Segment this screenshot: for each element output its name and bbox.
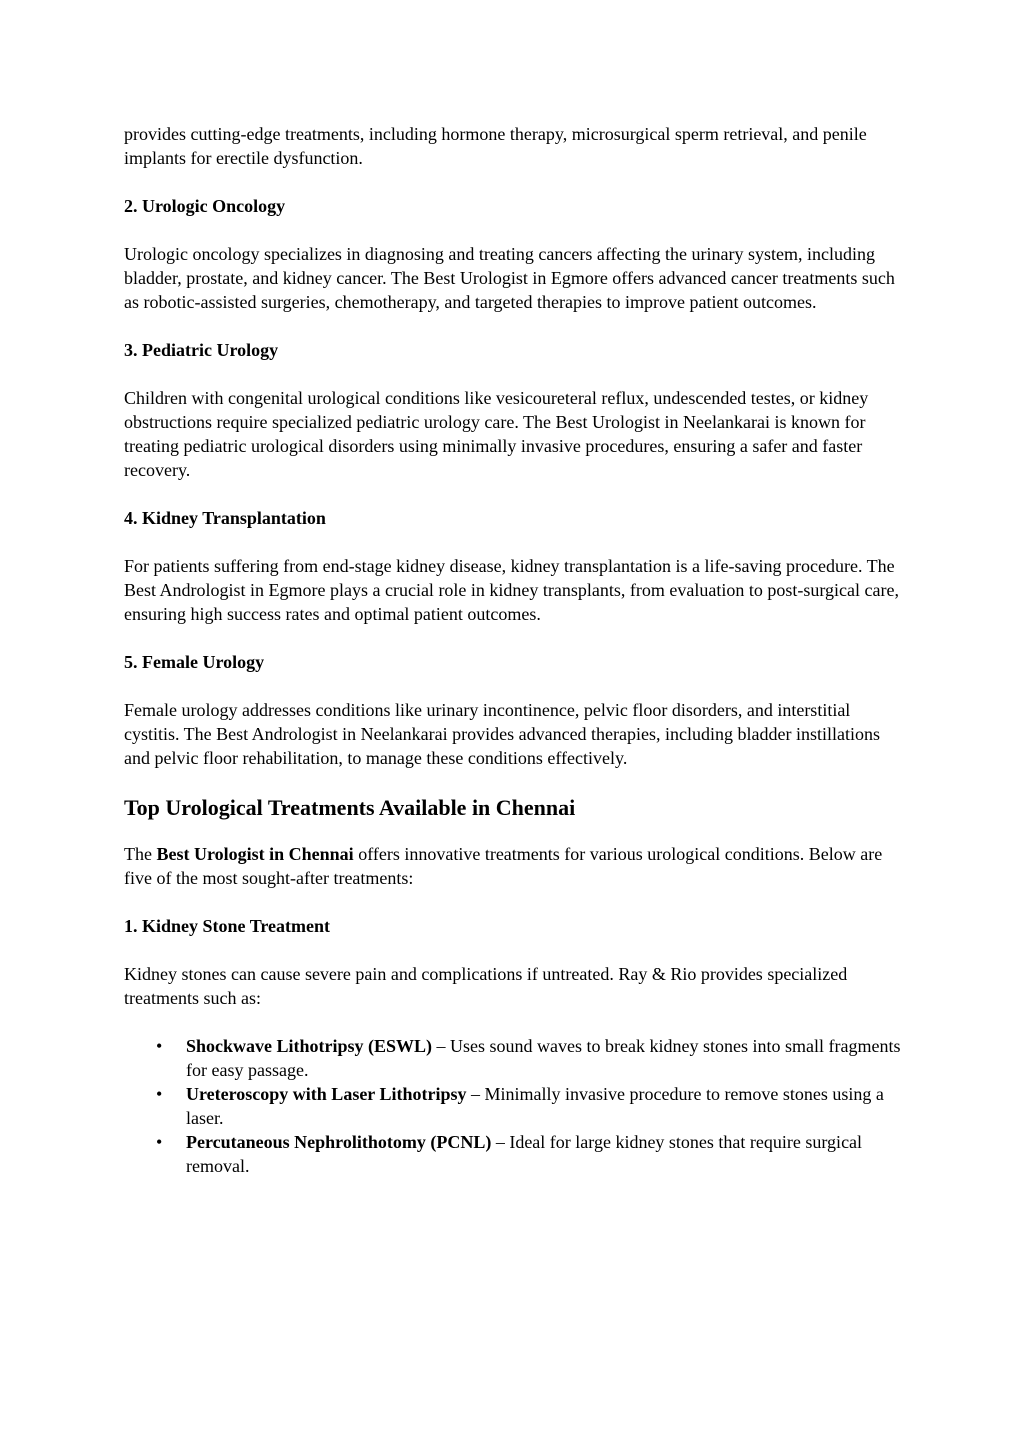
- treatments-intro-paragraph: [124, 842, 904, 890]
- female-urology-paragraph: Female urology addresses conditions like urinary incontinence, pelvic floor disorders, and interstitial cystitis. The Best Andrologist in Neelankarai provides advanced therapies, including bladder instillations and pelvic floor rehabilitation, to manage these conditions effectively.: [124, 700, 880, 768]
- kidney-stone-treatment-heading: 1. Kidney Stone Treatment: [124, 916, 330, 936]
- bullet-icon: •: [156, 1084, 163, 1104]
- kidney-stone-treatment-paragraph: Kidney stones can cause severe pain and complications if untreated. Ray & Rio provides specialized treatments such as:: [124, 964, 848, 1008]
- bullet-icon: •: [156, 1036, 163, 1056]
- treatments-intro-bold: Best Urologist in Chennai: [156, 844, 354, 864]
- treatments-intro-prefix: The: [124, 844, 157, 864]
- list-item-description: – Ideal for large kidney stones that require surgical removal.: [186, 1132, 863, 1176]
- document-page: [124, 122, 904, 1178]
- treatments-section-title: Top Urological Treatments Available in Chennai: [124, 795, 576, 820]
- list-item: [156, 1130, 904, 1178]
- kidney-stone-treatment-list: [124, 1034, 904, 1178]
- list-item-description: – Uses sound waves to break kidney stones into small fragments for easy passage.: [186, 1036, 901, 1080]
- pediatric-urology-paragraph: Children with congenital urological conditions like vesicoureteral reflux, undescended testes, or kidney obstructions require specialized pediatric urology care. The Best Urologist in Neelankarai is known for treating pediatric urological disorders using minimally invasive procedures, ensuring a safer and faster recovery.: [124, 388, 869, 480]
- kidney-transplantation-heading: 4. Kidney Transplantation: [124, 508, 326, 528]
- list-item: [156, 1082, 904, 1130]
- urologic-oncology-heading: 2. Urologic Oncology: [124, 196, 286, 216]
- female-urology-heading: 5. Female Urology: [124, 652, 265, 672]
- treatments-intro-suffix: offers innovative treatments for various urological conditions. Below are five of the most sought-after treatments:: [124, 844, 883, 888]
- bullet-icon: •: [156, 1132, 163, 1152]
- list-item-term: Shockwave Lithotripsy (ESWL): [186, 1036, 433, 1056]
- list-item: [156, 1034, 904, 1082]
- urologic-oncology-paragraph: Urologic oncology specializes in diagnosing and treating cancers affecting the urinary system, including bladder, prostate, and kidney cancer. The Best Urologist in Egmore offers advanced cancer treatments such as robotic-assisted surgeries, chemotherapy, and targeted therapies to improve patient outcomes.: [124, 244, 895, 312]
- list-item-term: Ureteroscopy with Laser Lithotripsy: [186, 1084, 467, 1104]
- kidney-transplantation-paragraph: For patients suffering from end-stage kidney disease, kidney transplantation is a life-saving procedure. The Best Andrologist in Egmore plays a crucial role in kidney transplants, from evaluation to post-surgical care, ensuring high success rates and optimal patient outcomes.: [124, 556, 899, 624]
- list-item-description: – Minimally invasive procedure to remove stones using a laser.: [186, 1084, 884, 1128]
- list-item-term: Percutaneous Nephrolithotomy (PCNL): [186, 1132, 492, 1152]
- intro-continued-paragraph: provides cutting-edge treatments, including hormone therapy, microsurgical sperm retrieval, and penile implants for erectile dysfunction.: [124, 124, 867, 168]
- pediatric-urology-heading: 3. Pediatric Urology: [124, 340, 279, 360]
